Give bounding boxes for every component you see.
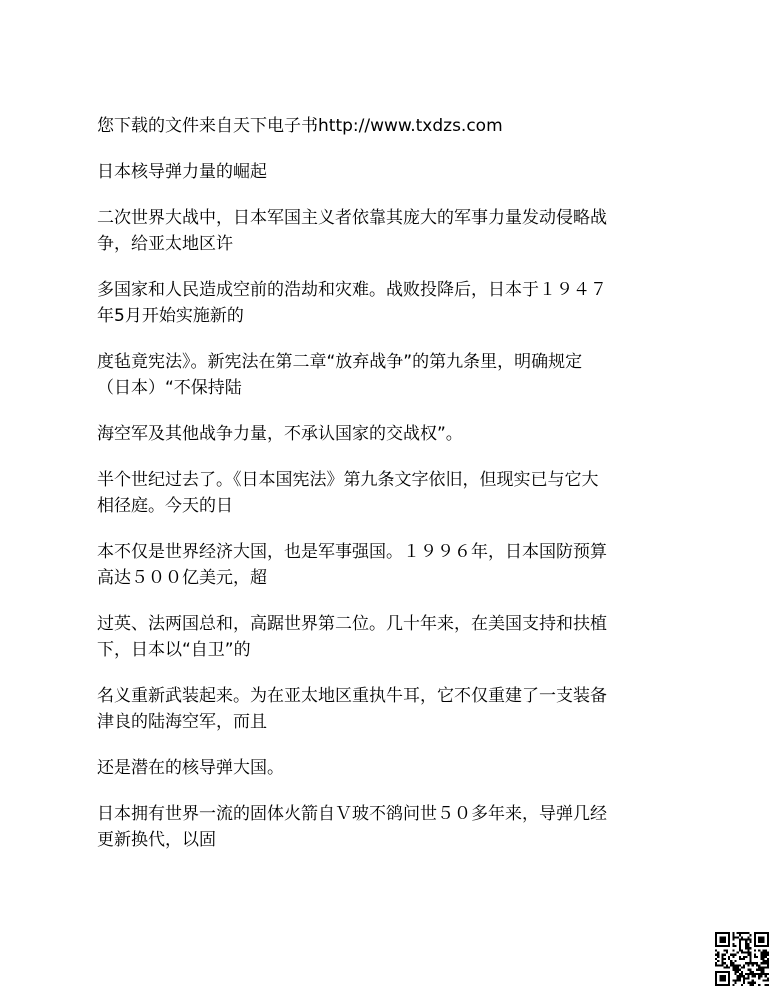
text-line: 年5月开始实施新的 [97,306,244,326]
text-line: 二次世界大战中，日本军国主义者依靠其庞大的军事力量发动侵略战 [97,208,607,228]
paragraph [97,421,672,447]
text-line: 日本核导弹力量的崛起 [97,162,267,182]
qr-code-icon [715,932,769,986]
paragraph [97,539,672,591]
text-line: 高达５００亿美元，超 [97,568,267,588]
paragraph [97,205,672,257]
source-notice [97,113,672,139]
paragraph [97,755,672,781]
paragraph [97,349,672,401]
text-line: 您下载的文件来自天下电子书http://www.txdzs.com [97,116,503,136]
text-line: 本不仅是世界经济大国，也是军事强国。１９９６年，日本国防预算 [97,542,607,562]
text-line: 日本拥有世界一流的固体火箭自Ｖ玻不鹆问世５０多年来，导弹几经 [97,804,607,824]
text-line: 度毡竟宪法》。新宪法在第二章“放弃战争”的第九条里，明确规定 [97,352,583,372]
article-title [97,159,672,185]
text-line: 还是潜在的核导弹大国。 [97,758,284,778]
text-line: 津良的陆海空军，而且 [97,712,267,732]
text-line: 海空军及其他战争力量，不承认国家的交战权”。 [97,424,463,444]
text-line: 争，给亚太地区许 [97,234,233,254]
text-line: 名义重新武装起来。为在亚太地区重执牛耳，它不仅重建了一支装备 [97,686,607,706]
text-line: （日本）“不保持陆 [97,378,242,398]
text-line: 更新换代，以固 [97,830,216,850]
text-line: 半个世纪过去了。《日本国宪法》第九条文字依旧，但现实已与它大 [97,470,599,490]
text-line: 相径庭。今天的日 [97,496,233,516]
text-line: 过英、法两国总和，高踞世界第二位。几十年来，在美国支持和扶植 [97,614,607,634]
document-body [97,113,672,873]
paragraph [97,801,672,853]
paragraph [97,467,672,519]
text-line: 多国家和人民造成空前的浩劫和灾难。战败投降后，日本于１９４７ [97,280,607,300]
paragraph [97,277,672,329]
paragraph [97,683,672,735]
paragraph [97,611,672,663]
text-line: 下，日本以“自卫”的 [97,640,251,660]
